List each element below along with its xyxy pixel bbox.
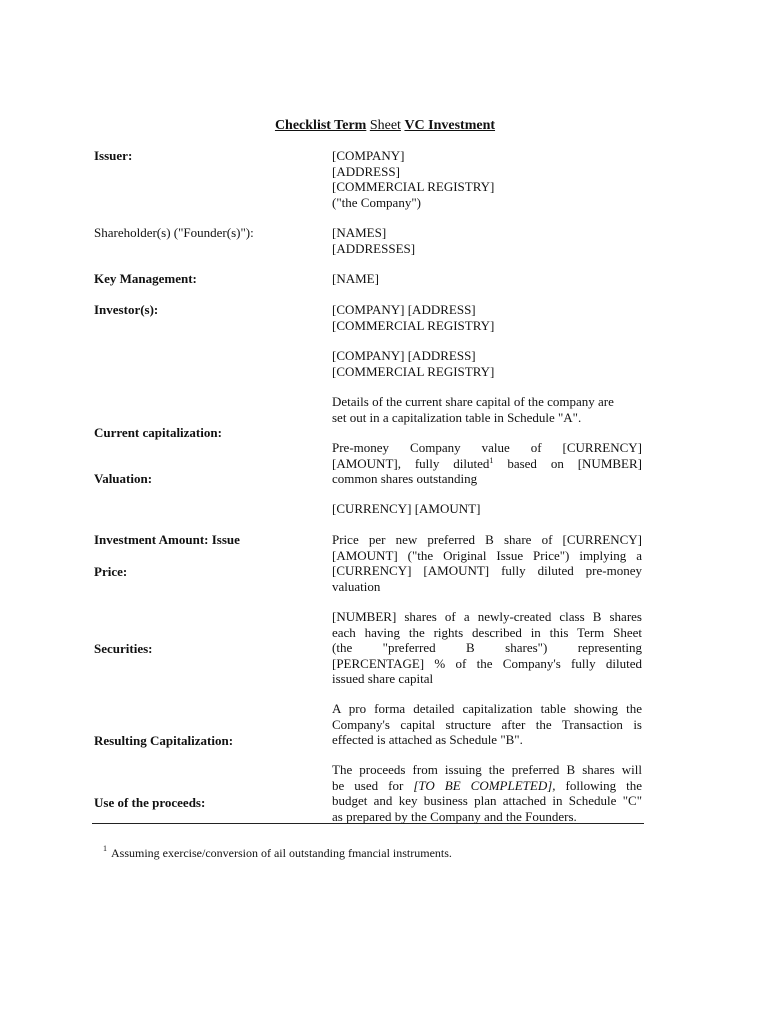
title-part-2: Sheet [369,118,401,133]
securities-line: (the "preferred B shares") representing [332,640,642,655]
price-line: Price per new preferred B share of [CURRENCY] [332,532,642,547]
key-management-label: Key Management: [94,271,197,286]
document-title [0,117,770,135]
valuation-amount-text: [AMOUNT], fully diluted [332,455,490,471]
valuation-number-text: based on [NUMBER] [493,455,642,471]
use-of-proceeds-line: budget and key business plan attached in Schedule "C" [332,793,642,808]
issuer-value [332,148,642,210]
price-line: [CURRENCY] [AMOUNT] fully diluted pre-money [332,563,642,578]
issuer-line: [COMMERCIAL REGISTRY] [332,179,495,194]
use-of-proceeds-text: be used for [332,777,414,793]
resulting-capitalization-line: Company's capital structure after the Transaction is [332,716,642,732]
footnote-divider [92,823,644,824]
key-management-line: [NAME] [332,271,379,286]
price-value [332,532,642,594]
investor-line: [COMMERCIAL REGISTRY] [332,317,495,333]
investor-2-value [332,348,642,379]
investors-label: Investor(s): [94,302,159,317]
shareholders-label: Shareholder(s) ("Founder(s)"): [94,225,254,240]
use-of-proceeds-label: Use of the proceeds: [94,795,206,810]
securities-label: Securities: [94,641,153,656]
resulting-capitalization-line: A pro forma detailed capitalization table showing the [332,701,642,716]
investment-amount-line: [CURRENCY] [AMOUNT] [332,501,481,516]
price-label: Price: [94,564,128,579]
valuation-value [332,440,642,487]
to-be-completed-placeholder: [TO BE COMPLETED], [413,777,556,793]
issuer-label: Issuer: [94,148,133,163]
title-part-1: Checklist Term [274,118,367,133]
footnote-reference: 1 [489,455,494,465]
securities-value [332,609,642,687]
valuation-line: Pre-money Company value of [CURRENCY] [332,440,642,455]
current-capitalization-line: set out in a capitalization table in Schedule "A". [332,409,582,425]
resulting-capitalization-line: effected is attached as Schedule "B". [332,732,523,747]
resulting-capitalization-value [332,701,642,748]
securities-line: [PERCENTAGE] % of the Company's fully diluted [332,655,642,671]
use-of-proceeds-text: following the [555,777,643,793]
issuer-line: [ADDRESS] [332,163,400,179]
resulting-capitalization-label: Resulting Capitalization: [94,733,234,748]
investment-amount-value [332,501,642,517]
issuer-line: ("the Company") [332,194,421,210]
footnote-text: Assuming exercise/conversion of ail outstanding fmancial instruments. [111,846,452,860]
securities-line: [NUMBER] shares of a newly-created class B shares [332,609,642,624]
securities-line: each having the rights described in this Term Sheet [332,624,642,640]
shareholders-line: [ADDRESSES] [332,240,416,256]
current-capitalization-line: Details of the current share capital of the company are [332,394,614,409]
use-of-proceeds-line: The proceeds from issuing the preferred B shares will [332,762,642,777]
use-of-proceeds-value [332,762,642,824]
shareholders-line: [NAMES] [332,225,387,240]
issuer-line: [COMPANY] [332,148,405,163]
valuation-label: Valuation: [94,471,153,486]
investor-line: [COMPANY] [ADDRESS] [332,348,476,363]
use-of-proceeds-line: as prepared by the Company and the Founders. [332,808,577,824]
investor-line: [COMPANY] [ADDRESS] [332,302,476,317]
current-capitalization-value [332,394,642,425]
investment-amount-label: Investment Amount: Issue [94,532,240,547]
current-capitalization-label: Current capitalization: [94,425,222,440]
price-line: [AMOUNT] ("the Original Issue Price") implying a [332,547,642,563]
shareholders-value [332,225,642,256]
valuation-line: common shares outstanding [332,471,478,486]
key-management-value [332,271,642,287]
investor-1-value [332,302,642,333]
securities-line: issued share capital [332,671,434,686]
title-part-3: VC Investment [404,118,496,133]
price-line: valuation [332,578,381,594]
valuation-line [332,456,642,472]
footnote [103,845,452,861]
use-of-proceeds-line [332,778,642,794]
footnote-number: 1 [103,844,107,853]
investor-line: [COMMERCIAL REGISTRY] [332,363,495,379]
